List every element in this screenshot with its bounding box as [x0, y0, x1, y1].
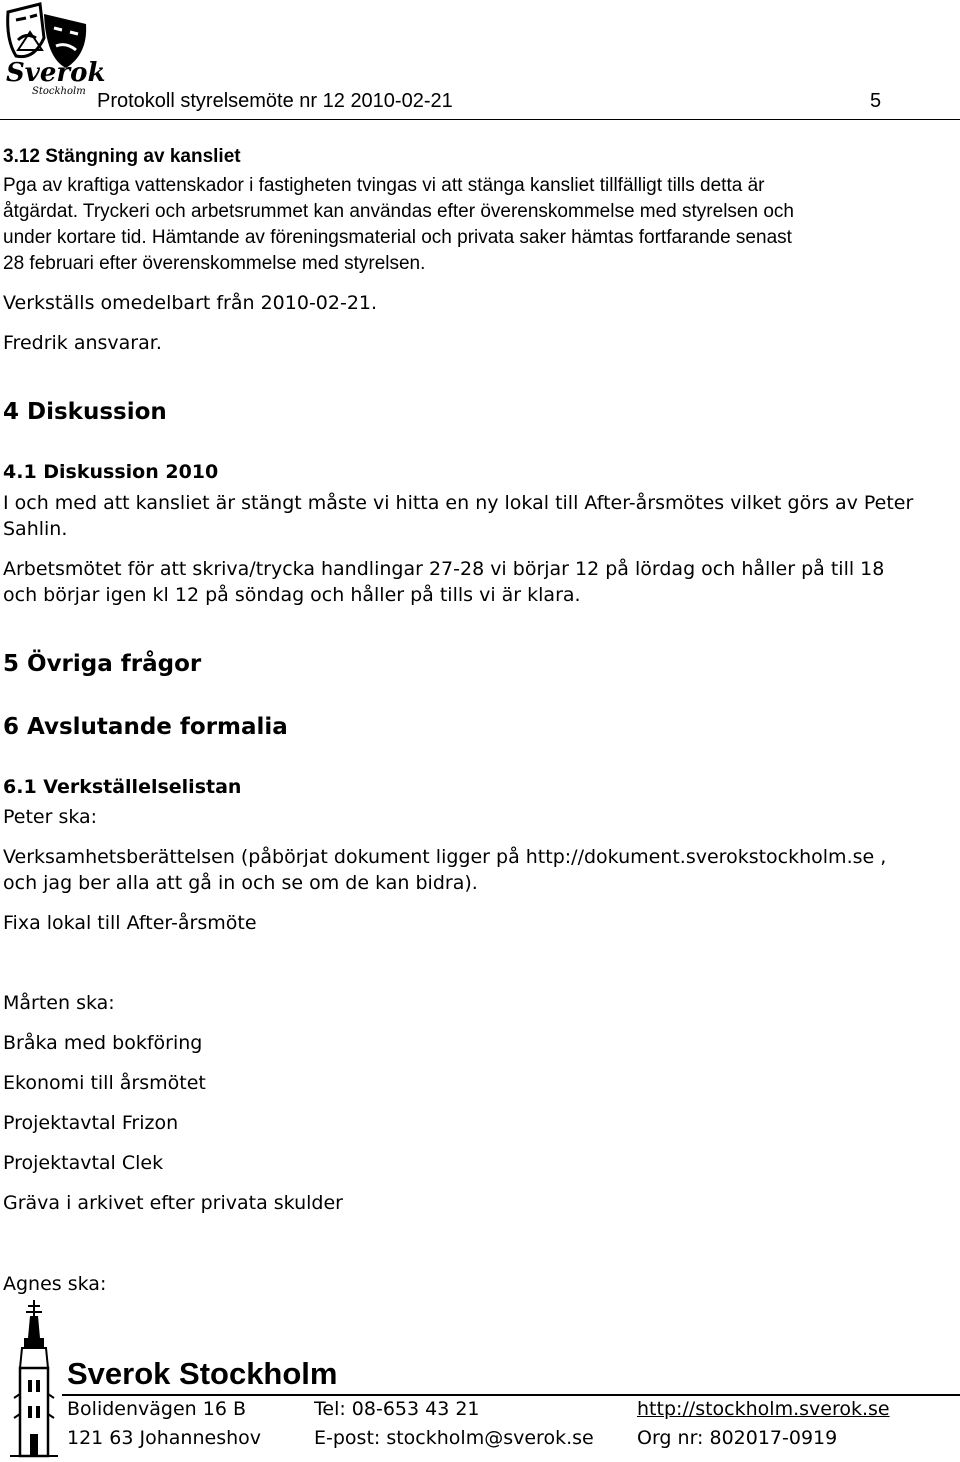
task-line: Projektavtal Frizon	[3, 1112, 179, 1134]
section-5-heading: 5 Övriga frågor	[3, 651, 202, 677]
section-heading: 3.12 Stängning av kansliet	[3, 146, 241, 167]
paragraph-line: Arbetsmötet för att skriva/trycka handlingar 27-28 vi börjar 12 på lördag och håller på till 18	[3, 558, 885, 580]
page-number: 5	[870, 90, 882, 112]
logo-wordmark: Sverok	[6, 58, 106, 88]
sverok-logo	[4, 2, 106, 98]
task-line: Ekonomi till årsmötet	[3, 1072, 206, 1094]
paragraph-line: 28 februari efter överenskommelse med styrelsen.	[3, 253, 426, 274]
task-line: Verksamhetsberättelsen (påbörjat dokument ligger på http://dokument.sverokstockholm.se ,	[3, 846, 887, 868]
city-hall-tower-icon	[6, 1298, 62, 1458]
footer-email: E-post: stockholm@sverok.se	[314, 1427, 594, 1449]
paragraph-line: Pga av kraftiga vattenskador i fastigheten tvingas vi att stänga kansliet tillfälligt tills detta är	[3, 175, 765, 196]
task-line: Gräva i arkivet efter privata skulder	[3, 1192, 343, 1214]
footer-postal: 121 63 Johanneshov	[67, 1427, 262, 1449]
task-line: Fixa lokal till After-årsmöte	[3, 912, 257, 934]
paragraph-line: Sahlin.	[3, 518, 68, 540]
footer-rule	[62, 1394, 960, 1396]
footer-address: Bolidenvägen 16 B	[67, 1398, 246, 1420]
section-heading: 6 Avslutande formalia	[3, 714, 288, 740]
footer-org-name: Sverok Stockholm	[67, 1356, 338, 1391]
peter-label: Peter ska:	[3, 806, 98, 828]
task-line: Bråka med bokföring	[3, 1032, 203, 1054]
paragraph-line: och börjar igen kl 12 på söndag och håller på tills vi är klara.	[3, 584, 581, 606]
paragraph-line: I och med att kansliet är stängt måste vi hitta en ny lokal till After-årsmötes vilket görs av Peter	[3, 492, 914, 514]
subsection-heading: 4.1 Diskussion 2010	[3, 461, 219, 483]
footer-website-link[interactable]: http://stockholm.sverok.se	[637, 1398, 890, 1420]
paragraph-line: under kortare tid. Hämtande av föreningsmaterial och privata saker hämtas fortfarande senast	[3, 227, 792, 248]
marten-label: Mårten ska:	[3, 992, 115, 1014]
footer-org-nr: Org nr: 802017-0919	[637, 1427, 838, 1449]
agnes-label: Agnes ska:	[3, 1273, 107, 1295]
effective-date: Verkställs omedelbart från 2010-02-21.	[3, 292, 378, 314]
responsible: Fredrik ansvarar.	[3, 332, 162, 354]
document-title: Protokoll styrelsemöte nr 12 2010-02-21	[97, 90, 453, 112]
footer-phone: Tel: 08-653 43 21	[314, 1398, 480, 1420]
header-rule	[0, 119, 960, 120]
paragraph-line: åtgärdat. Tryckeri och arbetsrummet kan användas efter överenskommelse med styrelsen och	[3, 201, 794, 222]
task-line: Projektavtal Clek	[3, 1152, 164, 1174]
section-heading: 4 Diskussion	[3, 399, 167, 425]
task-line: och jag ber alla att gå in och se om de kan bidra).	[3, 872, 478, 894]
subsection-heading: 6.1 Verkställelselistan	[3, 776, 242, 798]
logo-subtext: Stockholm	[32, 86, 86, 97]
